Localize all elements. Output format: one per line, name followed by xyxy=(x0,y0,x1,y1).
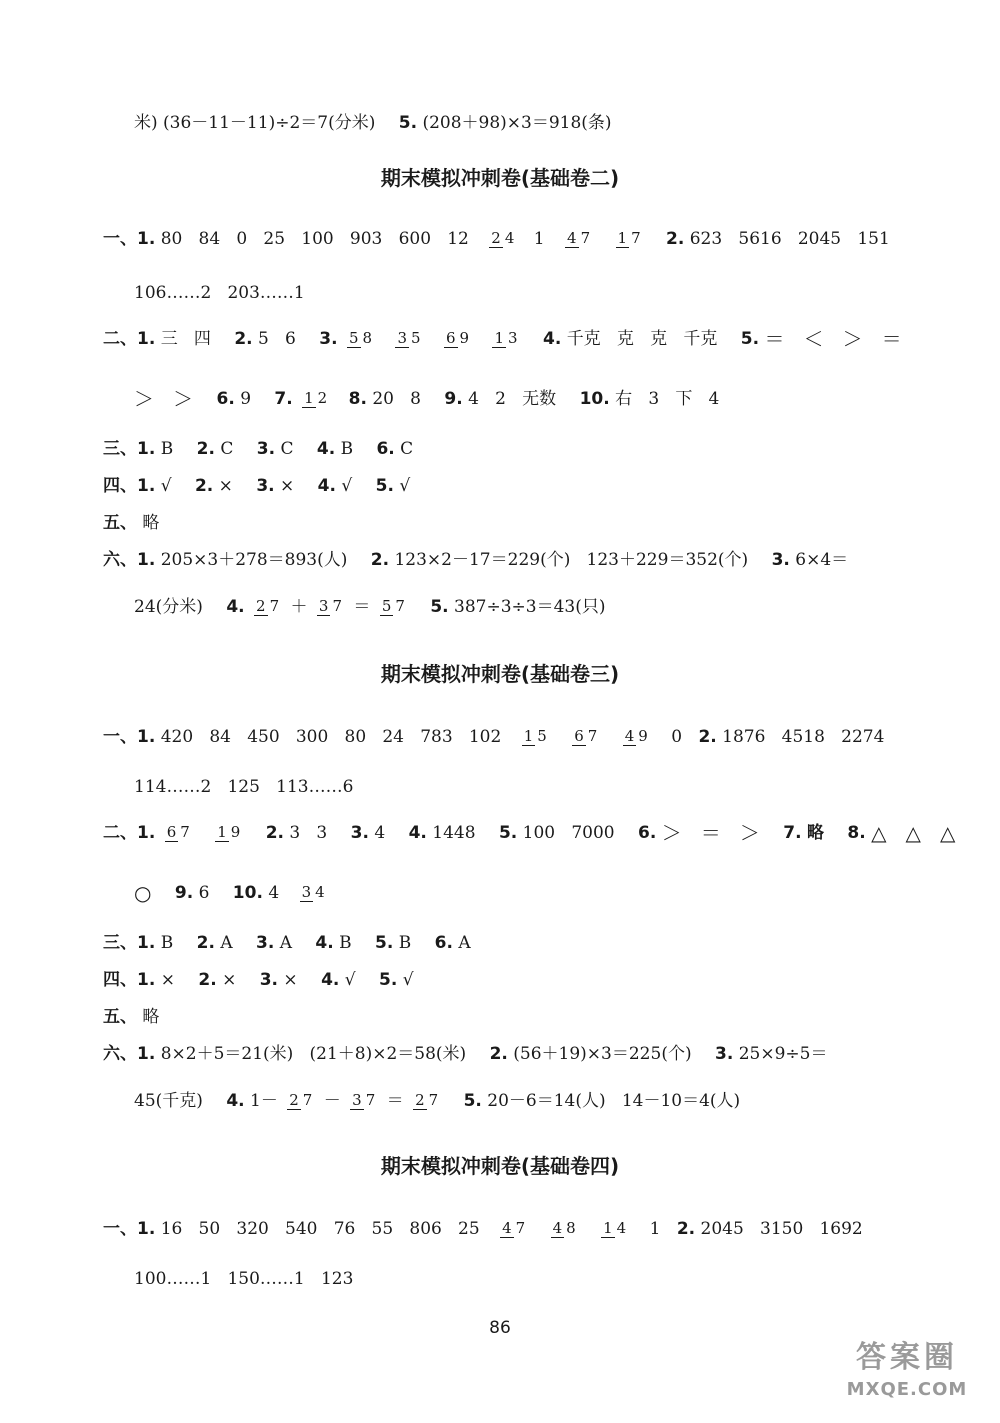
fraction: 6 7 xyxy=(166,823,190,841)
answer-line: 三、1. B 2. A 3. A 4. B 5. B 6. A xyxy=(103,932,471,953)
fraction: 4 9 xyxy=(624,727,648,745)
fraction: 4 8 xyxy=(552,1219,576,1237)
fraction: 6 7 xyxy=(574,727,598,745)
answer-line: ＞ ＞ 6. 9 7. 1 2 8. 20 8 9. 4 2 无数 10. 右 3 下 4 xyxy=(134,386,720,411)
fraction: 2 7 xyxy=(289,1091,313,1109)
answer-line: 114……2 125 113……6 xyxy=(134,776,354,797)
answer-line: 二、1. 三 四 2. 5 6 3. 5 8 3 5 6 9 1 3 4. 千克 克 克 千克 5. ＝ ＜ ＞ ＝ xyxy=(103,326,902,351)
answer-line: 一、1. 80 84 0 25 100 903 600 12 2 4 1 4 7 1 7 2. 623 5616 2045 151 xyxy=(103,228,890,249)
answer-line: 三、1. B 2. C 3. C 4. B 6. C xyxy=(103,438,414,459)
answer-line: 六、1. 205×3＋278＝893(人) 2. 123×2－17＝229(个) 123＋229＝352(个) 3. 6×4＝ xyxy=(103,549,849,570)
fraction: 1 9 xyxy=(217,823,241,841)
fraction: 1 4 xyxy=(603,1219,627,1237)
fraction: 2 4 xyxy=(491,229,515,247)
answer-line: 100……1 150……1 123 xyxy=(134,1268,354,1289)
answer-line: 106……2 203……1 xyxy=(134,282,305,303)
fraction: 1 3 xyxy=(494,329,518,347)
fraction: 4 7 xyxy=(502,1219,526,1237)
answer-line: 一、1. 420 84 450 300 80 24 783 102 1 5 6 7 4 9 0 2. 1876 4518 2274 xyxy=(103,726,885,747)
section-title: 期末模拟冲刺卷(基础卷二) xyxy=(380,166,620,190)
answer-line: 六、1. 8×2＋5＝21(米) (21＋8)×2＝58(米) 2. (56＋19)×3＝225(个) 3. 25×9÷5＝ xyxy=(103,1043,828,1064)
fraction: 4 7 xyxy=(567,229,591,247)
watermark-logo: 答案圈 MXQE.COM xyxy=(846,1340,968,1400)
answer-line: 一、1. 16 50 320 540 76 55 806 25 4 7 4 8 1 4 1 2. 2045 3150 1692 xyxy=(103,1218,863,1239)
section-title: 期末模拟冲刺卷(基础卷三) xyxy=(380,662,620,686)
fraction: 3 7 xyxy=(318,597,343,615)
answer-line: ○ 9. 6 10. 4 3 4 xyxy=(134,880,325,905)
section-title: 期末模拟冲刺卷(基础卷四) xyxy=(380,1154,620,1178)
answer-line: 米) (36－11－11)÷2＝7(分米) 5. (208＋98)×3＝918(条) xyxy=(134,112,612,133)
fraction: 2 7 xyxy=(256,597,280,615)
answer-line: 五、 略 xyxy=(103,512,160,533)
fraction: 1 7 xyxy=(617,229,641,247)
answer-line: 五、 略 xyxy=(103,1006,160,1027)
page-number: 86 xyxy=(489,1318,511,1338)
fraction: 3 5 xyxy=(397,329,421,347)
answer-line: 四、1. × 2. × 3. × 4. √ 5. √ xyxy=(103,969,414,990)
fraction: 1 5 xyxy=(523,727,547,745)
answer-line: 24(分米) 4. 2 7 ＋ 3 7 ＝ 5 7 5. 387÷3÷3＝43(只) xyxy=(134,596,606,617)
answer-line: 二、1. 6 7 1 9 2. 3 3 3. 4 4. 1448 5. 100 7000 6. ＞ ＝ ＞ 7. 略 8. △ △ △ xyxy=(103,820,956,845)
fraction: 6 9 xyxy=(445,329,470,347)
fraction: 1 2 xyxy=(304,389,328,407)
fraction: 5 7 xyxy=(381,597,405,615)
answer-line: 四、1. √ 2. × 3. × 4. √ 5. √ xyxy=(103,475,411,496)
fraction: 3 4 xyxy=(301,883,325,901)
fraction: 3 7 xyxy=(352,1091,376,1109)
answer-line: 45(千克) 4. 1－ 2 7 － 3 7 ＝ 2 7 5. 20－6＝14(人) 14－10＝4(人) xyxy=(134,1090,741,1111)
fraction: 2 7 xyxy=(415,1091,439,1109)
fraction: 5 8 xyxy=(348,329,373,347)
